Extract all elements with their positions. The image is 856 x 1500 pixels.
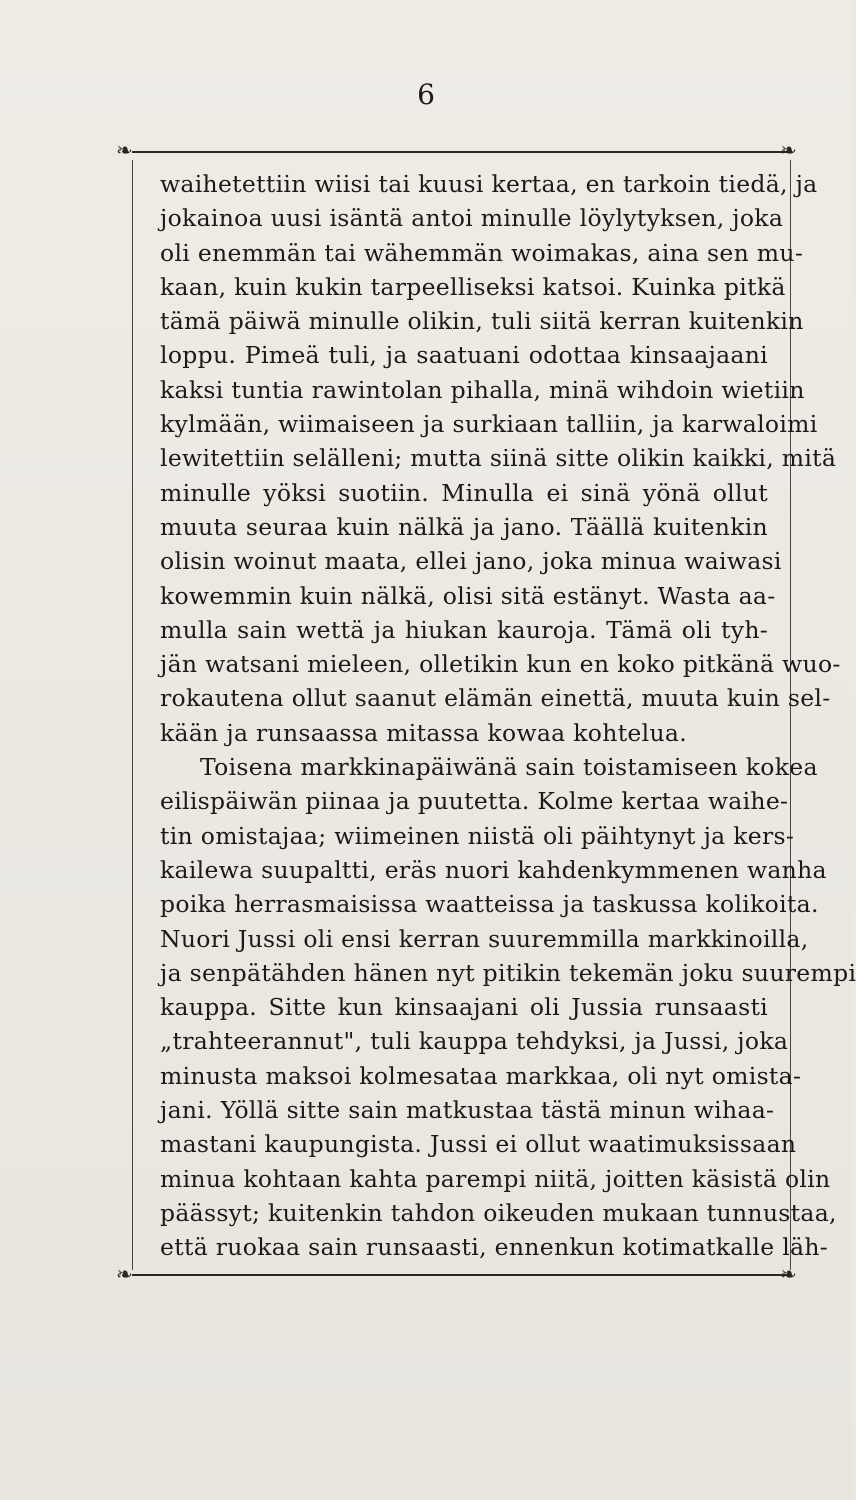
- top-rule: [132, 151, 790, 153]
- bottom-rule: [132, 1274, 790, 1276]
- text-line: eilispäiwän piinaa ja puutetta. Kolme kertaa waihe-: [160, 787, 789, 816]
- text-line: mastani kaupungista. Jussi ei ollut waatimuksissaan: [160, 1130, 797, 1159]
- text-line: kowemmin kuin nälkä, olisi sitä estänyt. Wasta aa-: [160, 581, 776, 610]
- text-line: rokautena ollut saanut elämän einettä, muuta kuin sel-: [160, 684, 831, 713]
- left-border-line: [132, 160, 133, 1270]
- text-line: „trahteerannut", tuli kauppa tehdyksi, ja Jussi, joka: [160, 1027, 789, 1056]
- text-line: Nuori Jussi oli ensi kerran suuremmilla markkinoilla,: [160, 924, 809, 953]
- text-line: jani. Yöllä sitte sain matkustaa tästä minun wihaa-: [160, 1096, 775, 1125]
- text-line: tin omistajaa; wiimeinen niistä oli päihtynyt ja kers-: [160, 821, 795, 850]
- corner-ornament-icon: ❧: [116, 1262, 133, 1286]
- text-line: jokainoa uusi isäntä antoi minulle löylytyksen, joka: [160, 204, 784, 233]
- text-line: kylmään, wiimaiseen ja surkiaan talliin, ja karwaloimi: [160, 410, 818, 439]
- text-line: tämä päiwä minulle olikin, tuli siitä kerran kuitenkin: [160, 307, 804, 336]
- text-line: mulla sain wettä ja hiukan kauroja. Tämä oli tyh-: [160, 615, 768, 644]
- text-line: että ruokaa sain runsaasti, ennenkun kotimatkalle läh-: [160, 1233, 829, 1262]
- text-line: kauppa. Sitte kun kinsaajani oli Jussia runsaasti: [160, 993, 768, 1022]
- corner-ornament-icon: ❧: [780, 138, 797, 162]
- text-line: minusta maksoi kolmesataa markkaa, oli nyt omista-: [160, 1061, 802, 1090]
- text-line: kaksi tuntia rawintolan pihalla, minä wihdoin wietiin: [160, 375, 805, 404]
- text-line: muuta seuraa kuin nälkä ja jano. Täällä kuitenkin: [160, 512, 768, 541]
- text-line: jän watsani mieleen, olletikin kun en koko pitkänä wuo-: [160, 650, 841, 679]
- body-text: [160, 167, 856, 1265]
- corner-ornament-icon: ❧: [116, 138, 133, 162]
- text-line: kään ja runsaassa mitassa kowaa kohtelua.: [160, 718, 687, 747]
- text-line: lewitettiin selälleni; mutta siinä sitte olikin kaikki, mitä: [160, 444, 837, 473]
- text-line: minua kohtaan kahta parempi niitä, joitten käsistä olin: [160, 1164, 831, 1193]
- page-number: 6: [417, 78, 435, 111]
- text-line: waihetettiin wiisi tai kuusi kertaa, en tarkoin tiedä, ja: [160, 170, 818, 198]
- text-line: minulle yöksi suotiin. Minulla ei sinä yönä ollut: [160, 478, 768, 507]
- corner-ornament-icon: ❧: [780, 1262, 797, 1286]
- text-line: päässyt; kuitenkin tahdon oikeuden mukaan tunnustaa,: [160, 1198, 837, 1227]
- text-line: oli enemmän tai wähemmän woimakas, aina sen mu-: [160, 238, 804, 267]
- text-line: olisin woinut maata, ellei jano, joka minua waiwasi: [160, 547, 782, 576]
- text-line: loppu. Pimeä tuli, ja saatuani odottaa kinsaajaani: [160, 341, 768, 370]
- text-line: Toisena markkinapäiwänä sain toistamiseen kokea: [200, 753, 818, 782]
- text-line: kailewa suupaltti, eräs nuori kahdenkymmenen wanha: [160, 855, 827, 884]
- text-line: kaan, kuin kukin tarpeelliseksi katsoi. Kuinka pitkä: [160, 272, 786, 301]
- text-line: poika herrasmaisissa waatteissa ja taskussa kolikoita.: [160, 890, 819, 919]
- text-line: ja senpätähden hänen nyt pitikin tekemän joku suurempi: [160, 958, 856, 987]
